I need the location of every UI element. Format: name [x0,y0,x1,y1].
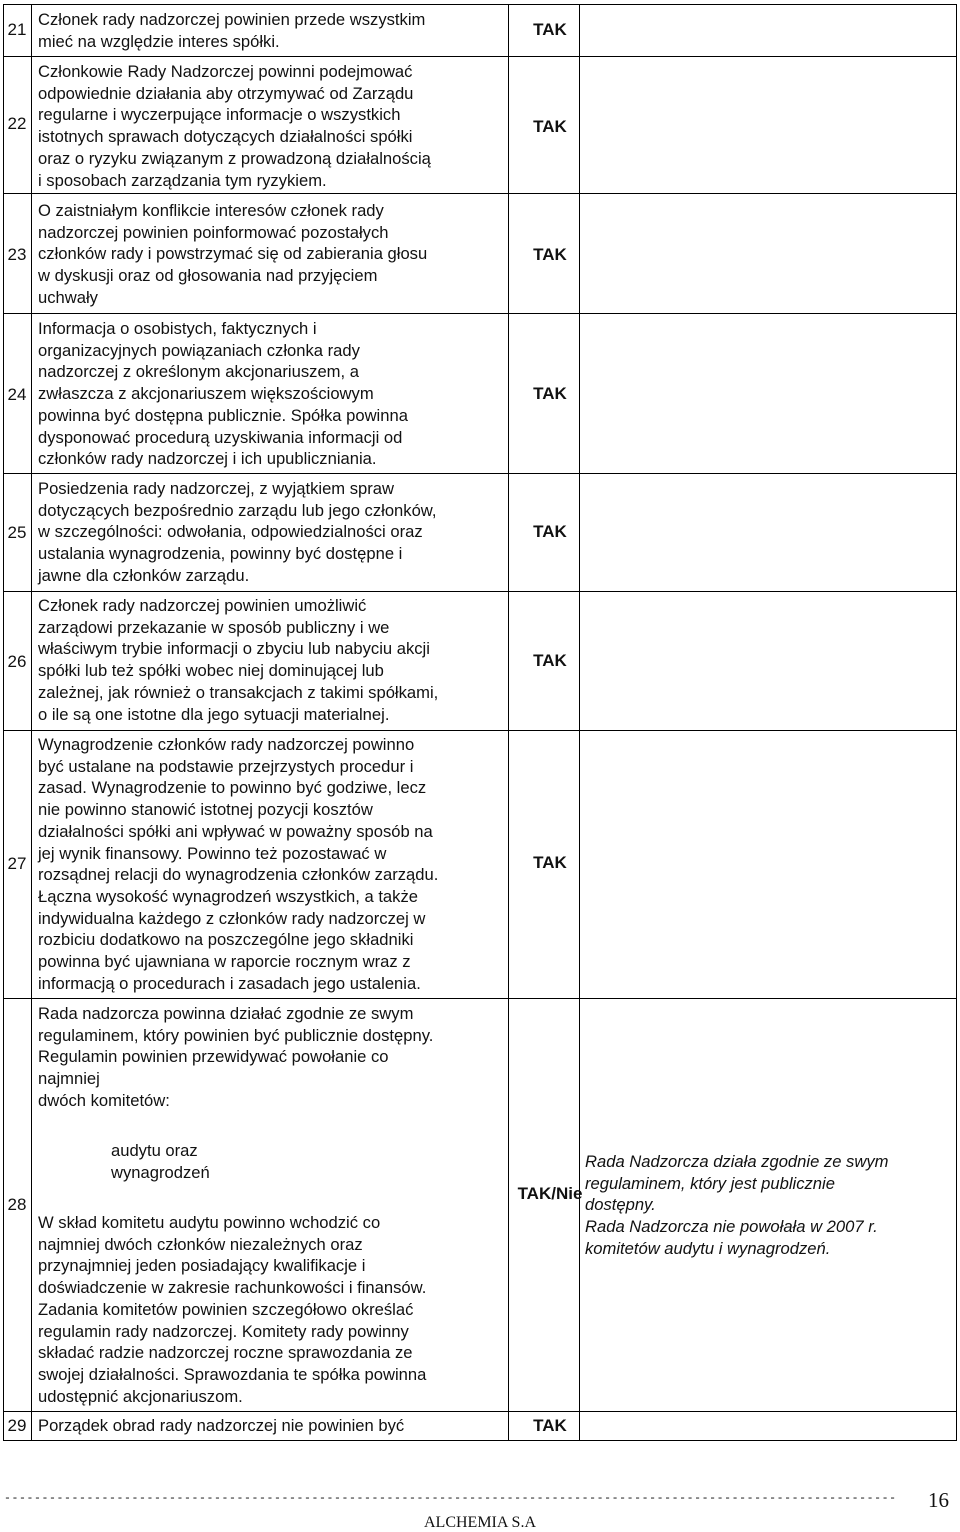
footer-separator: ----------------------------------------------------------------------------------------------------------------------- [4,1492,897,1505]
row-number: 27 [7,854,27,873]
column-divider-number [31,4,32,1440]
row-number: 21 [7,20,27,39]
compliance-status: TAK [533,245,567,264]
compliance-status: TAK [533,1416,567,1435]
row-divider [3,473,957,474]
row-number: 23 [7,245,27,264]
row-number: 26 [7,652,27,671]
column-divider-status [579,4,580,1440]
row-divider [3,591,957,592]
row-number: 25 [7,523,27,542]
compliance-status: TAK/Nie [517,1184,583,1203]
row-divider [3,313,957,314]
row-divider [3,998,957,999]
row-divider [3,56,957,57]
principle-text: Wynagrodzenie członków rady nadzorczej powinno być ustalane na podstawie przejrzystych procedur i zasad. Wynagrodzenie to powinno być godziwe, lecz nie powinno stanowić istotnej pozycji kosztów działalności spółki ani wpływać w poważny sposób na jej wynik finansowy. Powinno też pozostawać w rozsądnej relacji do wynagrodzenia członków zarządu. Łączna wysokość wynagrodzeń wszystkich, a także indywidualna każdego z członków rady nadzorczej w rozbiciu dodatkowo na poszczególne jego składniki powinna być ujawniana w raporcie rocznym wraz z informacją o procedurach i zasadach jego ustalenia. [38,735,439,993]
principle-text: Porządek obrad rady nadzorczej nie powinien być [38,1416,405,1435]
row-number: 28 [7,1195,27,1214]
table-border-bottom [3,1440,957,1441]
table-border-left [3,4,4,1440]
compliance-status: TAK [533,117,567,136]
principle-text: O zaistniałym konflikcie interesów członek rady nadzorczej powinien poinformować pozostałych członków rady i powstrzymać się od zabierania głosu w dyskusji oraz od głosowania nad przyjęciem uchwały [38,201,428,307]
compliance-comment: Rada Nadzorcza działa zgodnie ze swym regulaminem, który jest publicznie dostępny. Rada Nadzorcza nie powołała w 2007 r. komitetów audytu i wynagrodzeń. [585,1152,889,1258]
principle-text: Posiedzenia rady nadzorczej, z wyjątkiem spraw dotyczących bezpośrednio zarządu lub jego członków, w szczególności: odwołania, odpowiedzialności oraz ustalania wynagrodzenia, powinny być dostępne i jawne dla członków zarządu. [38,479,437,585]
compliance-status: TAK [533,651,567,670]
committee-list: audytu oraz wynagrodzeń [111,1141,210,1182]
principle-text: Członek rady nadzorczej powinien umożliwić zarządowi przekazanie w sposób publiczny i we właściwym trybie informacji o zbyciu lub nabyciu akcji spółki lub też spółki wobec niej dominującej lub zależnej, jak również o transakcjach z takimi spółkami, o ile są one istotne dla jego sytuacji materialnej. [38,596,439,724]
principle-text: Informacja o osobistych, faktycznych i organizacyjnych powiązaniach członka rady nadzorczej z określonym akcjonariuszem, a zwłaszcza z akcjonariuszem większościowym powinna być dostępna publicznie. Spółka powinna dysponować procedurą uzyskiwania informacji od członków rady nadzorczej i ich upubliczniania. [38,319,408,469]
compliance-status: TAK [533,853,567,872]
table-border-right [956,4,957,1440]
compliance-status: TAK [533,20,567,39]
compliance-status: TAK [533,384,567,403]
compliance-status: TAK [533,522,567,541]
row-number: 22 [7,114,27,133]
row-divider [3,1411,957,1412]
row-number: 29 [7,1416,27,1435]
page-number: 16 [928,1488,949,1512]
table-border-top [3,4,957,5]
company-name: ALCHEMIA S.A [423,1514,536,1531]
row-number: 24 [7,385,27,404]
column-divider-text [508,4,509,1440]
row-divider [3,193,957,194]
principle-text: Członkowie Rady Nadzorczej powinni podejmować odpowiednie działania aby otrzymywać od Zarządu regularne i wyczerpujące informacje o wszystkich istotnych sprawach dotyczących działalności spółki oraz o ryzyku związanym z prowadzoną działalnością i sposobach zarządzania tym ryzykiem. [38,62,431,190]
row-divider [3,730,957,731]
principle-text: Rada nadzorcza powinna działać zgodnie ze swym regulaminem, który powinien być publicznie dostępny. Regulamin powinien przewidywać powołanie co najmniej dwóch komitetów: [38,1004,434,1110]
principle-text-continued: W skład komitetu audytu powinno wchodzić co najmniej dwóch członków niezależnych oraz przynajmniej jeden posiadający kwalifikacje i doświadczenie w zakresie rachunkowości i finansów. Zadania komitetów powinien szczegółowo określać regulamin rady nadzorczej. Komitety rady powinny składać radzie nadzorczej roczne sprawozdania ze swojej działalności. Sprawozdania te spółka powinna udostępnić akcjonariuszom. [38,1213,427,1406]
principle-text: Członek rady nadzorczej powinien przede wszystkim mieć na względzie interes spółki. [38,10,426,51]
